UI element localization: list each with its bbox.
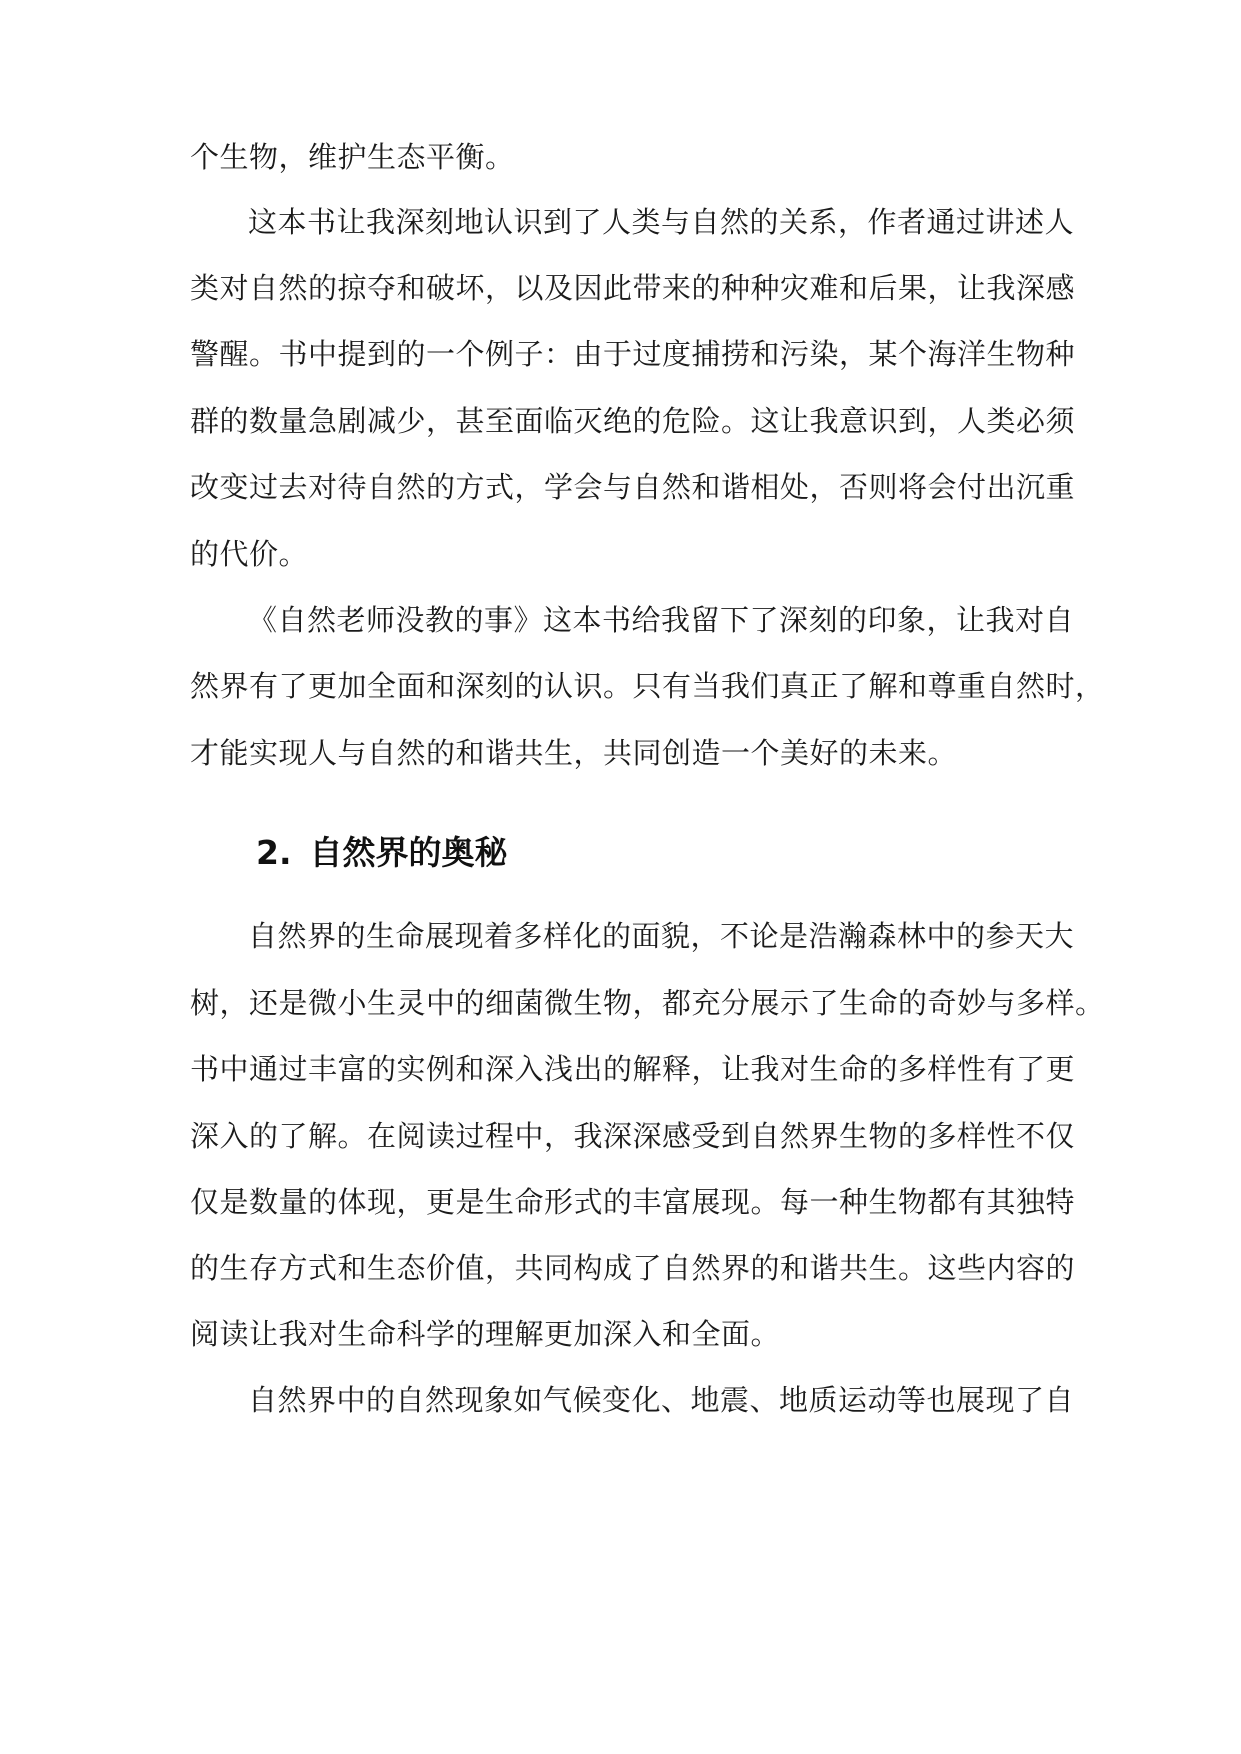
section-title: 自然界的奥秘 [309, 833, 508, 872]
text-line: 《自然老师没教的事》这本书给我留下了深刻的印象，让我对自 [248, 603, 1075, 637]
text-line: 警醒。书中提到的一个例子：由于过度捕捞和污染，某个海洋生物种 [190, 337, 1076, 371]
text-line: 深入的了解。在阅读过程中，我深深感受到自然界生物的多样性不仅 [190, 1119, 1076, 1153]
text-line: 仅是数量的体现，更是生命形式的丰富展现。每一种生物都有其独特 [190, 1185, 1076, 1219]
text-line: 这本书让我深刻地认识到了人类与自然的关系，作者通过讲述人 [248, 205, 1075, 239]
text-line: 树，还是微小生灵中的细菌微生物，都充分展示了生命的奇妙与多样。 [190, 986, 1105, 1020]
text-line: 类对自然的掠夺和破坏，以及因此带来的种种灾难和后果，让我深感 [190, 271, 1076, 305]
section-heading [256, 831, 508, 875]
text-line: 个生物，维护生态平衡。 [190, 140, 515, 174]
text-line: 才能实现人与自然的和谐共生，共同创造一个美好的未来。 [190, 736, 958, 770]
text-line: 书中通过丰富的实例和深入浅出的解释，让我对生命的多样性有了更 [190, 1052, 1076, 1086]
text-line: 改变过去对待自然的方式，学会与自然和谐相处，否则将会付出沉重 [190, 470, 1076, 504]
text-line: 阅读让我对生命科学的理解更加深入和全面。 [190, 1317, 781, 1351]
text-line: 自然界的生命展现着多样化的面貌，不论是浩瀚森林中的参天大 [248, 919, 1075, 953]
section-number: 2. [256, 833, 292, 872]
text-line: 然界有了更加全面和深刻的认识。只有当我们真正了解和尊重自然时， [190, 669, 1105, 703]
text-line: 群的数量急剧减少，甚至面临灭绝的危险。这让我意识到，人类必须 [190, 404, 1076, 438]
text-line: 自然界中的自然现象如气候变化、地震、地质运动等也展现了自 [248, 1383, 1075, 1417]
text-line: 的代价。 [190, 537, 309, 571]
text-line: 的生存方式和生态价值，共同构成了自然界的和谐共生。这些内容的 [190, 1251, 1076, 1285]
